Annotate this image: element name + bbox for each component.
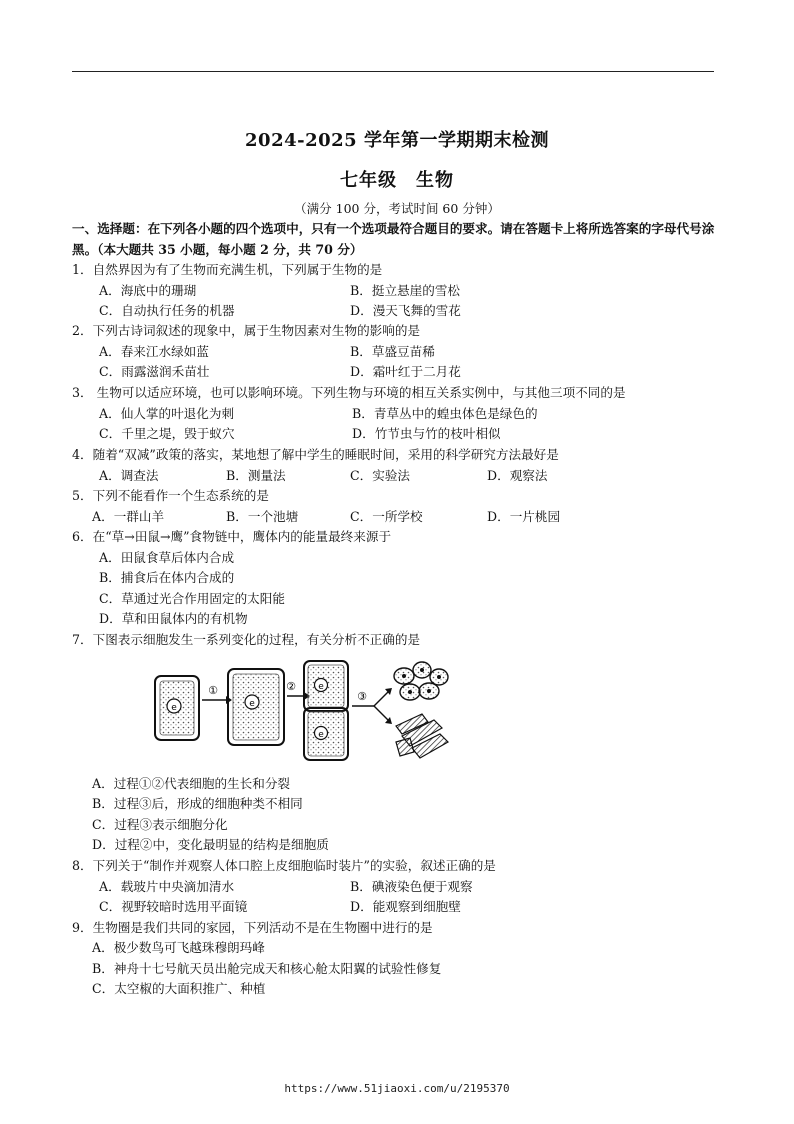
question-stem: 5．下列不能看作一个生态系统的是 bbox=[72, 488, 269, 503]
question-stem: 7．下图表示细胞发生一系列变化的过程，有关分析不正确的是 bbox=[72, 632, 421, 647]
exam-title: 2024-2025 学年第一学期期末检测 bbox=[245, 130, 549, 151]
option: D．观察法 bbox=[487, 468, 548, 483]
svg-text:e: e bbox=[318, 730, 324, 740]
option: B．草盛豆苗稀 bbox=[350, 344, 435, 359]
question-stem: 3． 生物可以适应环境，也可以影响环境。下列生物与环境的相互关系实例中，与其他三项不同的是 bbox=[72, 385, 626, 400]
question-stem: 9．生物圈是我们共同的家园，下列活动不是在生物圈中进行的是 bbox=[72, 920, 433, 935]
cell-2 bbox=[228, 669, 284, 745]
option: B．测量法 bbox=[226, 468, 286, 483]
exam-subtitle: 七年级 生物 bbox=[340, 170, 454, 191]
option: D．竹节虫与竹的枝叶相似 bbox=[352, 426, 501, 441]
option: C．视野较暗时选用平面镜 bbox=[99, 899, 248, 914]
option: C．千里之堤，毁于蚁穴 bbox=[99, 426, 235, 441]
option: B．过程③后，形成的细胞种类不相同 bbox=[92, 796, 303, 811]
cell-1 bbox=[155, 676, 199, 740]
step-2-label: ② bbox=[286, 680, 296, 693]
option: A．载玻片中央滴加清水 bbox=[99, 879, 235, 894]
option: A．仙人掌的叶退化为刺 bbox=[99, 406, 235, 421]
option: A．田鼠食草后体内合成 bbox=[99, 550, 235, 565]
option: A．一群山羊 bbox=[92, 509, 165, 524]
svg-text:e: e bbox=[318, 682, 324, 692]
svg-text:e: e bbox=[249, 699, 255, 709]
option: C．过程③表示细胞分化 bbox=[92, 817, 228, 832]
option: B．碘液染色便于观察 bbox=[350, 879, 473, 894]
option: D．能观察到细胞壁 bbox=[350, 899, 461, 914]
step-3-label: ③ bbox=[357, 690, 367, 703]
question-stem: 4．随着“双减”政策的落实，某地想了解中学生的睡眠时间，采用的科学研究方法最好是 bbox=[72, 447, 559, 462]
option: A．春来江水绿如蓝 bbox=[99, 344, 209, 359]
option: A．极少数鸟可飞越珠穆朗玛峰 bbox=[92, 940, 265, 955]
option: B．挺立悬崖的雪松 bbox=[350, 283, 461, 298]
step-1-label: ① bbox=[208, 684, 218, 697]
question-stem: 8．下列关于“制作并观察人体口腔上皮细胞临时装片”的实验，叙述正确的是 bbox=[72, 858, 496, 873]
option: C．自动执行任务的机器 bbox=[99, 303, 235, 318]
option: B．青草丛中的蝗虫体色是绿色的 bbox=[352, 406, 538, 421]
cell-change-diagram bbox=[152, 656, 452, 766]
option: A．调查法 bbox=[99, 468, 159, 483]
cell-3-pair bbox=[304, 661, 348, 760]
option: B．神舟十七号航天员出舱完成天和核心舱太阳翼的试验性修复 bbox=[92, 961, 442, 976]
question-stem: 6．在“草→田鼠→鹰”食物链中，鹰体内的能量最终来源于 bbox=[72, 529, 392, 544]
question-stem: 1．自然界因为有了生物而充满生机，下列属于生物的是 bbox=[72, 262, 383, 277]
option: A．过程①②代表细胞的生长和分裂 bbox=[92, 776, 291, 791]
option: B．捕食后在体内合成的 bbox=[99, 570, 235, 585]
option: A．海底中的珊瑚 bbox=[99, 283, 197, 298]
option: D．漫天飞舞的雪花 bbox=[350, 303, 461, 318]
option: D．草和田鼠体内的有机物 bbox=[99, 611, 248, 626]
option: C．一所学校 bbox=[350, 509, 423, 524]
option: D．霜叶红于二月花 bbox=[350, 364, 461, 379]
round-cells bbox=[394, 662, 448, 700]
exam-meta: （满分 100 分，考试时间 60 分钟） bbox=[294, 201, 500, 216]
nucleus-label: e bbox=[171, 703, 177, 713]
option: C．实验法 bbox=[350, 468, 411, 483]
question-stem: 2．下列古诗词叙述的现象中，属于生物因素对生物的影响的是 bbox=[72, 323, 421, 338]
option: C．雨露滋润禾苗壮 bbox=[99, 364, 210, 379]
option: D．一片桃园 bbox=[487, 509, 561, 524]
option: C．太空椒的大面积推广、种植 bbox=[92, 981, 266, 996]
elongated-cells bbox=[396, 714, 448, 758]
option: B．一个池塘 bbox=[226, 509, 299, 524]
option: D．过程②中，变化最明显的结构是细胞质 bbox=[92, 837, 329, 852]
footer-url: https://www.51jiaoxi.com/u/2195370 bbox=[284, 1082, 510, 1095]
header-rule bbox=[72, 71, 714, 72]
section-heading: 一、选择题：在下列各小题的四个选项中，只有一个选项最符合题目的要求。请在答题卡上将所选答案的字母代号涂黑。（本大题共 35 小题，每小题 2 分，共 70 分） bbox=[72, 221, 715, 257]
option: C．草通过光合作用固定的太阳能 bbox=[99, 591, 285, 606]
